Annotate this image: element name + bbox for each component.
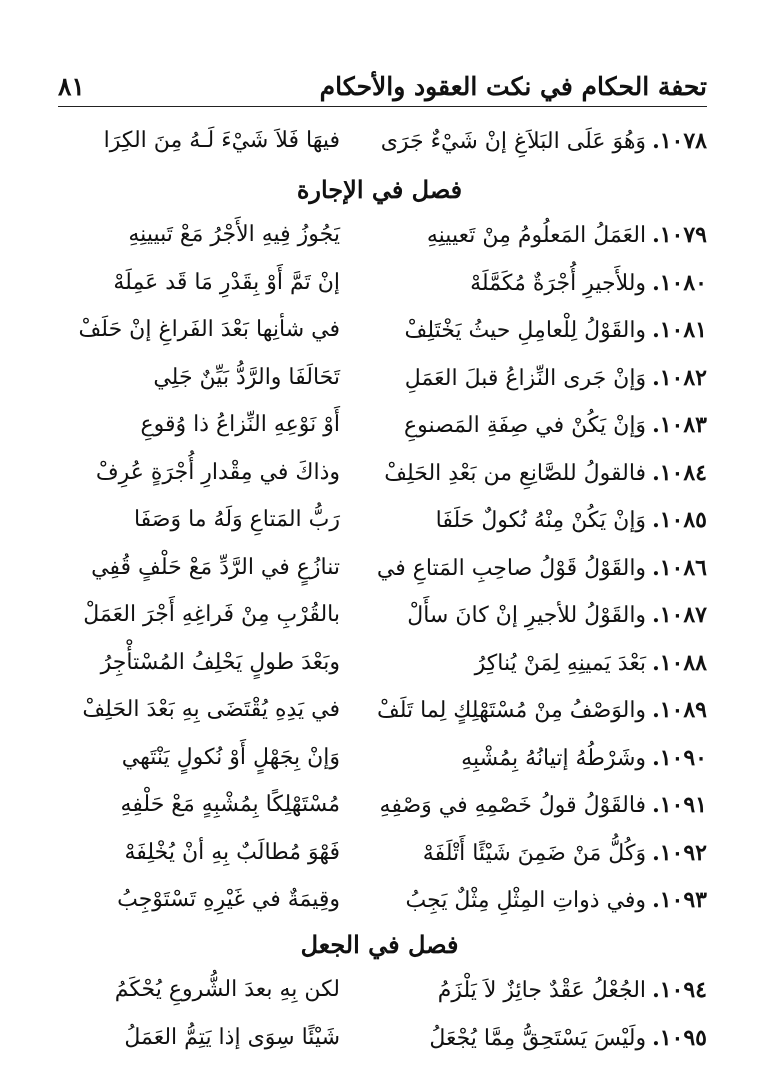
verse-first-hemistich-text: وَإنْ يَكُنْ في صِفَةِ المَصنوعِ — [403, 413, 647, 438]
verse-second-hemistich: فَهْوَ مُطالَبٌ بِهِ أنْ يُخْلِفَهْ — [124, 840, 340, 865]
verse-first-hemistich-text: الجُعْلُ عَقْدٌ جائِزٌ لاَ يَلْزَمُ — [437, 978, 647, 1003]
verse-first-hemistich-text: وَإنْ يَكُنْ مِنْهُ نُكولٌ حَلَفَا — [435, 508, 647, 533]
verse-first-hemistich-text: والقَوْلُ قَوْلُ صاحِبِ المَتاعِ في — [376, 556, 647, 581]
verse-second-hemistich: وبَعْدَ طولٍ يَحْلِفُ المُسْتأْجِرُ — [100, 650, 340, 675]
verse-first-hemistich — [377, 650, 707, 676]
verse-first-hemistich — [377, 977, 707, 1003]
verse-number: ١٠٩٢. — [652, 840, 707, 866]
verse-first-hemistich-text: فالقَوْلُ قولُ خَصْمِهِ في وَصْفِهِ — [379, 793, 647, 818]
verse-first-hemistich — [377, 840, 707, 866]
verse-first-hemistich — [377, 128, 707, 154]
verse-first-hemistich-text: وشَرْطُهُ إتيانُهُ بِمُشْبِهِ — [461, 746, 647, 771]
verse-first-hemistich-text: والقَوْلُ لِلْعامِلِ حيثُ يَخْتَلِفْ — [404, 318, 647, 343]
verse-first-hemistich — [377, 697, 707, 723]
verse-first-hemistich — [377, 222, 707, 248]
verse-first-hemistich — [377, 460, 707, 486]
verse-first-hemistich-text: والقَوْلُ للأجيرِ إنْ كانَ سأَلْ — [407, 603, 647, 628]
verse-second-hemistich: مُسْتَهْلِكًا بِمُشْبِهٍ مَعْ حَلْفِهِ — [120, 792, 340, 817]
verse-second-hemistich: وقِيمَةٌ في غَيْرِهِ تَسْتَوْجِبُ — [117, 887, 340, 912]
verse-first-hemistich-text: العَمَلُ المَعلُومُ مِنْ تَعيينِهِ — [426, 223, 647, 248]
verse-first-hemistich — [377, 317, 707, 343]
verse-number: ١٠٨٨. — [652, 650, 707, 676]
verse-number: ١٠٧٨. — [652, 128, 707, 154]
verse-number: ١٠٨٦. — [652, 555, 707, 581]
section-title: فصل في الجعل — [300, 930, 459, 959]
verse-second-hemistich: فيهَا فَلاَ شَيْءَ لَـهُ مِنَ الكِرَا — [103, 128, 340, 153]
verse-second-hemistich: وذاكَ في مِقْدارِ أُجْرَةٍ عُرِفْ — [95, 460, 340, 485]
verse-second-hemistich: شَيْئًا سِوَى إذا يَتِمُّ العَمَلُ — [124, 1025, 340, 1050]
verse-second-hemistich: تنازُعٍ في الرَّدِّ مَعْ حَلْفٍ قُفِي — [91, 555, 340, 580]
verse-first-hemistich — [377, 555, 707, 581]
verse-number: ١٠٨٧. — [652, 602, 707, 628]
verse-number: ١٠٩٠. — [652, 745, 707, 771]
verse-number: ١٠٨٩. — [652, 697, 707, 723]
verse-number: ١٠٩٥. — [652, 1025, 707, 1051]
verse-first-hemistich — [377, 270, 707, 296]
verse-second-hemistich: وَإنْ بِجَهْلٍ أَوْ نُكولٍ يَنْتَهي — [121, 745, 340, 770]
running-title: تحفة الحكام في نكت العقود والأحكام — [319, 72, 707, 101]
verse-first-hemistich-text: والوَصْفُ مِنْ مُسْتَهْلِكٍ لِما تَلَفْ — [376, 698, 647, 723]
verse-first-hemistich — [377, 792, 707, 818]
verse-first-hemistich-text: فالقولُ للصَّانِعِ من بَعْدِ الحَلِفْ — [384, 461, 647, 486]
verse-first-hemistich — [377, 412, 707, 438]
verse-first-hemistich — [377, 507, 707, 533]
verse-first-hemistich-text: وللأَجيرِ أُجْرَةٌ مُكَمَّلَهْ — [470, 271, 647, 296]
verse-first-hemistich — [377, 1025, 707, 1051]
verse-first-hemistich-text: وَكُلُّ مَنْ ضَمِنَ شَيْئًا أَتْلَفَهْ — [422, 841, 647, 866]
verse-number: ١٠٨١. — [652, 317, 707, 343]
verse-first-hemistich-text: بَعْدَ يَمينِهِ لِمَنْ يُناكِرُ — [474, 651, 647, 676]
verse-first-hemistich — [377, 745, 707, 771]
verse-number: ١٠٩٤. — [652, 977, 707, 1003]
verse-second-hemistich: لكن بِهِ بعدَ الشُّروعِ يُحْكَمُ — [114, 977, 340, 1002]
verse-number: ١٠٧٩. — [652, 222, 707, 248]
verse-second-hemistich: يَجُوزُ فِيهِ الأَجْرُ مَعْ تَبيينِهِ — [128, 222, 340, 247]
verse-second-hemistich: بالقُرْبِ مِنْ فَراغِهِ أَجْرَ العَمَلْ — [83, 602, 340, 627]
section-title: فصل في الإجارة — [296, 175, 463, 204]
verse-number: ١٠٨٥. — [652, 507, 707, 533]
verse-second-hemistich: رَبُّ المَتاعِ وَلَهُ ما وَصَفَا — [133, 507, 340, 532]
verse-number: ١٠٨٣. — [652, 412, 707, 438]
verse-second-hemistich: تَحَالَفَا والرَّدُّ بَيِّنٌ جَلِي — [153, 365, 340, 390]
verse-first-hemistich — [377, 602, 707, 628]
verse-number: ١٠٨٠. — [652, 270, 707, 296]
verse-second-hemistich: أَوْ نَوْعِهِ النِّزاعُ ذا وُقوعِ — [140, 412, 340, 437]
verse-first-hemistich-text: وَهُوَ عَلَى البَلاَغِ إنْ شَيْءٌ جَرَى — [380, 129, 647, 154]
verse-second-hemistich: في يَدِهِ يُقْتَضَى بِهِ بَعْدَ الحَلِفْ — [82, 697, 340, 722]
verse-number: ١٠٨٤. — [652, 460, 707, 486]
verse-second-hemistich: إنْ تَمَّ أَوْ بِقَدْرِ مَا قَد عَمِلَهْ — [113, 270, 340, 295]
verse-first-hemistich-text: وفي ذواتِ المِثْلِ مِثْلٌ يَجِبُ — [405, 888, 647, 913]
verse-number: ١٠٩٣. — [652, 887, 707, 913]
verse-number: ١٠٩١. — [652, 792, 707, 818]
page-number: ٨١ — [58, 72, 85, 101]
verse-first-hemistich-text: ولَيْسَ يَسْتَحِقُّ مِمَّا يُجْعَلُ — [429, 1026, 647, 1051]
verse-first-hemistich-text: وَإنْ جَرى النِّزاعُ قبلَ العَمَلِ — [404, 366, 647, 391]
verse-second-hemistich: في شأنِها بَعْدَ الفَراغِ إنْ حَلَفْ — [78, 317, 340, 342]
verse-number: ١٠٨٢. — [652, 365, 707, 391]
verse-first-hemistich — [377, 887, 707, 913]
verse-first-hemistich — [377, 365, 707, 391]
